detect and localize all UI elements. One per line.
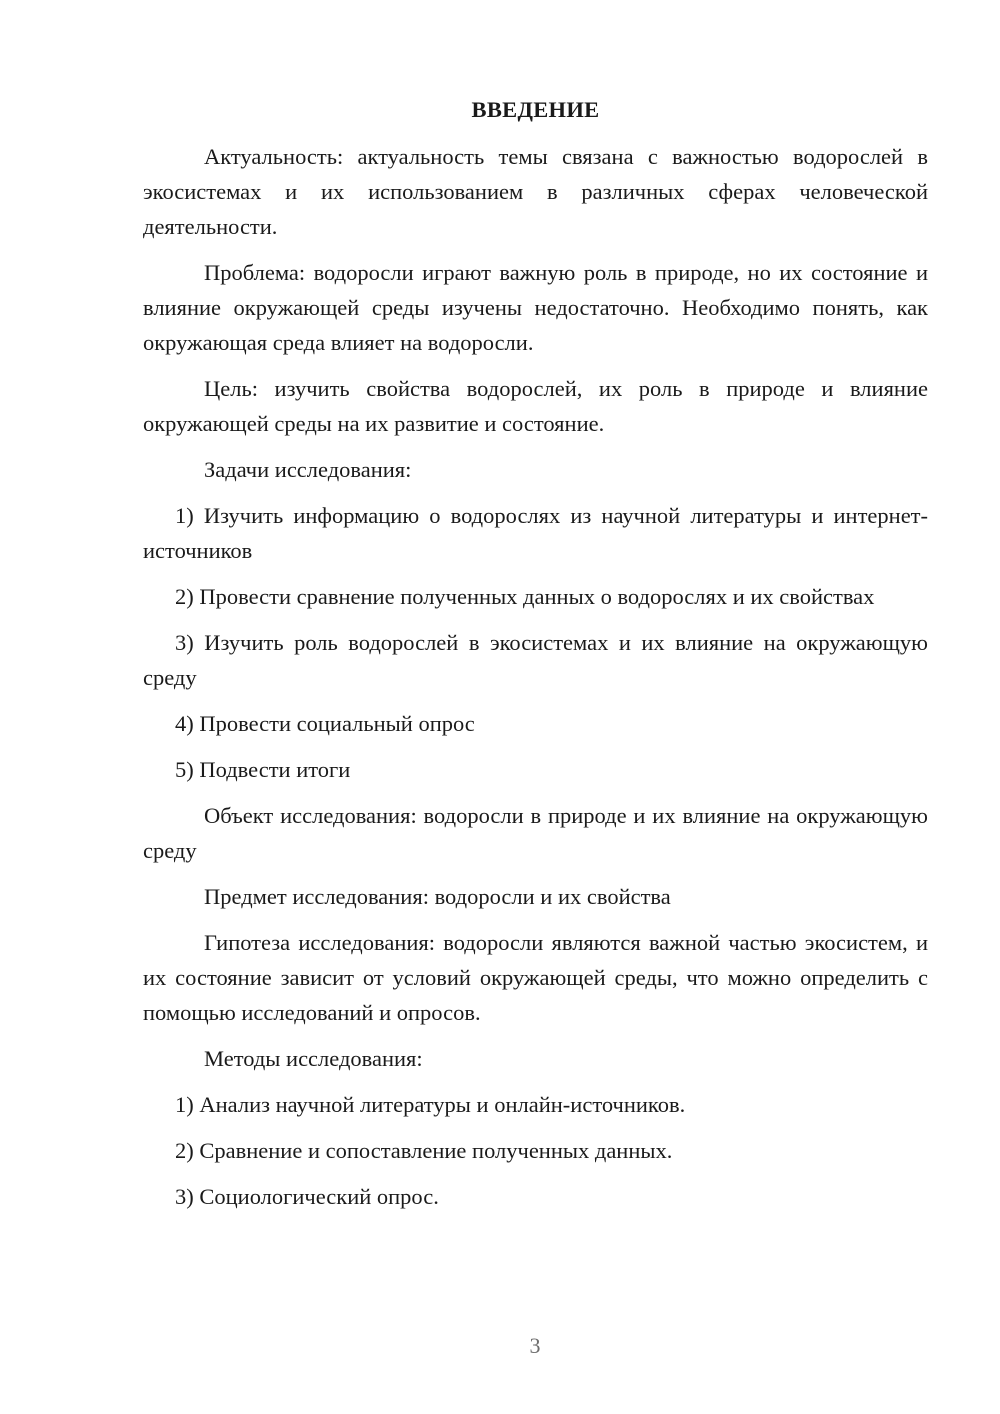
task-item-1: 1) Изучить информацию о водорослях из научной литературы и интернет-источников xyxy=(143,503,928,563)
page-number: 3 xyxy=(529,1333,541,1358)
task-item-5: 5) Подвести итоги xyxy=(175,757,351,782)
task-item-4: 4) Провести социальный опрос xyxy=(175,711,475,736)
subject-paragraph: Предмет исследования: водоросли и их свойства xyxy=(204,884,671,909)
object-paragraph: Объект исследования: водоросли в природе и их влияние на окружающую среду xyxy=(143,803,928,863)
methods-heading: Методы исследования: xyxy=(204,1046,423,1071)
method-item-3: 3) Социологический опрос. xyxy=(175,1184,439,1209)
method-item-2: 2) Сравнение и сопоставление полученных данных. xyxy=(175,1138,673,1163)
task-item-3: 3) Изучить роль водорослей в экосистемах и их влияние на окружающую среду xyxy=(143,630,928,690)
relevance-paragraph: Актуальность: актуальность темы связана с важностью водорослей в экосистемах и их использованием в различных сферах человеческой деятельности. xyxy=(143,144,928,239)
problem-paragraph: Проблема: водоросли играют важную роль в природе, но их состояние и влияние окружающей среды изучены недостаточно. Необходимо понять, как окружающая среда влияет на водоросли. xyxy=(143,260,928,355)
task-item-2: 2) Провести сравнение полученных данных о водорослях и их свойствах xyxy=(175,584,875,609)
section-title: ВВЕДЕНИЕ xyxy=(471,97,600,122)
tasks-heading: Задачи исследования: xyxy=(204,457,412,482)
goal-paragraph: Цель: изучить свойства водорослей, их роль в природе и влияние окружающей среды на их развитие и состояние. xyxy=(143,376,928,436)
hypothesis-paragraph: Гипотеза исследования: водоросли являются важной частью экосистем, и их состояние зависит от условий окружающей среды, что можно определить с помощью исследований и опросов. xyxy=(143,930,928,1025)
page-content xyxy=(143,92,928,1225)
method-item-1: 1) Анализ научной литературы и онлайн-источников. xyxy=(175,1092,686,1117)
